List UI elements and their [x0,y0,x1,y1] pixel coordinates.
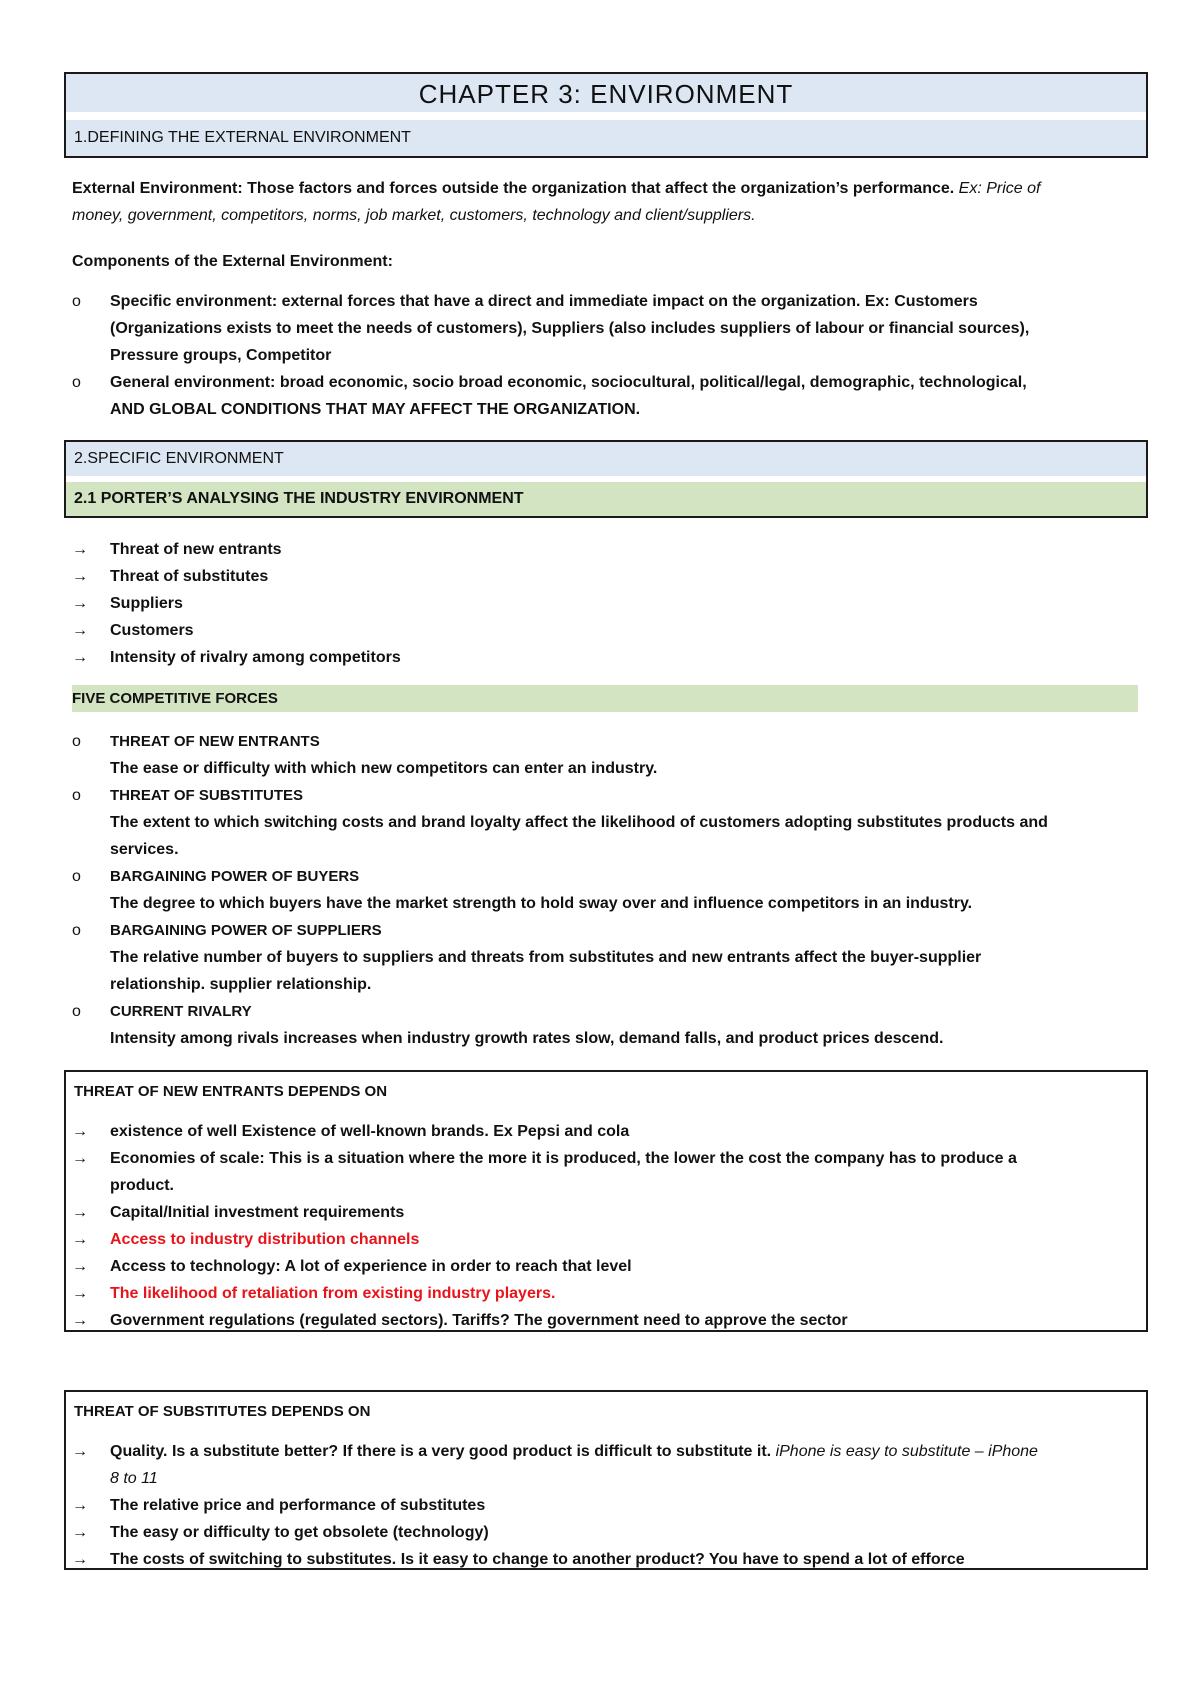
force-label: Intensity of rivalry among competitors [110,649,401,666]
components-list [72,288,1162,423]
factor-text: product. [110,1177,174,1194]
arrow-icon: → [72,1204,88,1221]
arrow-icon: → [72,1258,88,1275]
factor-text: The easy or difficulty to get obsolete (technology) [110,1524,489,1541]
header-divider [66,112,1146,120]
section2-header-box [64,440,1148,518]
factor-text: The costs of switching to substitutes. Is it easy to change to another product? You have to spend a lot of efforce [110,1551,965,1568]
bullet-marker: o [72,787,81,804]
list-item [72,1199,1142,1226]
arrow-icon: → [72,1231,88,1248]
list-item [72,1253,1142,1280]
list-item [72,1519,1142,1546]
force-title: BARGAINING POWER OF BUYERS [110,868,360,885]
arrow-icon: → [72,1443,88,1460]
factor-text: existence of well Existence of well-known brands. Ex Pepsi and cola [110,1123,630,1140]
porter-forces-list [72,536,1152,671]
arrow-icon: → [72,649,88,666]
quality-bold: Quality. Is a substitute better? If there is a very good product is difficult to substitute it. [110,1443,772,1460]
factor-text: Access to industry distribution channels [110,1231,420,1248]
list-item [72,1226,1142,1253]
component-general-2: AND GLOBAL CONDITIONS THAT MAY AFFECT THE ORGANIZATION. [110,401,641,418]
factor-text: The likelihood of retaliation from existing industry players. [110,1285,556,1302]
bullet-marker: o [72,374,81,391]
force-title: CURRENT RIVALRY [110,1003,252,1020]
force-desc: The ease or difficulty with which new competitors can enter an industry. [110,760,658,777]
force-label: Customers [110,622,194,639]
force-desc: relationship. supplier relationship. [110,976,372,993]
arrow-icon: → [72,1497,88,1514]
list-item [72,782,1162,863]
definition-example-2: money, government, competitors, norms, job market, customers, technology and client/suppliers. [72,207,756,224]
list-item [72,1145,1142,1199]
force-label: Suppliers [110,595,183,612]
section2-title: 2.SPECIFIC ENVIRONMENT [66,442,1146,476]
arrow-icon: → [72,1285,88,1302]
list-item [72,1492,1142,1519]
component-specific-italic-2: (Organizations exists to meet the needs of customers), Suppliers (also includes suppliers of labour or financial sources), [110,320,1030,337]
arrow-icon: → [72,1123,88,1140]
arrow-icon: → [72,541,88,558]
list-item [72,369,1162,423]
force-desc: The relative number of buyers to suppliers and threats from substitutes and new entrants affect the buyer-supplier [110,949,982,966]
bullet-marker: o [72,868,81,885]
external-environment-definition [72,175,1152,229]
quality-italic-1: iPhone is easy to substitute – iPhone [775,1443,1038,1460]
list-item [72,1280,1142,1307]
factor-text: Economies of scale: This is a situation where the more it is produced, the lower the cost the company has to produce a [110,1150,1017,1167]
definition-bold: External Environment: Those factors and forces outside the organization that affect the organization’s performance. [72,180,955,197]
substitutes-box [64,1390,1148,1570]
list-item [72,1546,1142,1573]
list-item [72,288,1162,369]
force-title: THREAT OF SUBSTITUTES [110,787,304,804]
list-item [72,1118,1142,1145]
force-title: BARGAINING POWER OF SUPPLIERS [110,922,382,939]
force-desc: Intensity among rivals increases when industry growth rates slow, demand falls, and product prices descend. [110,1030,944,1047]
list-item [72,590,1152,617]
arrow-icon: → [72,568,88,585]
component-general-1: General environment: broad economic, socio broad economic, sociocultural, political/legal, demographic, technological, [110,374,1027,391]
substitutes-heading: THREAT OF SUBSTITUTES DEPENDS ON [74,1403,371,1420]
force-desc: services. [110,841,179,858]
section1-title: 1.DEFINING THE EXTERNAL ENVIRONMENT [66,120,1146,156]
list-item [72,617,1152,644]
section2-subtitle: 2.1 PORTER’S ANALYSING THE INDUSTRY ENVIRONMENT [66,482,1146,516]
factor-text: Access to technology: A lot of experience in order to reach that level [110,1258,632,1275]
list-item [72,917,1162,998]
bullet-marker: o [72,1003,81,1020]
arrow-icon: → [72,1551,88,1568]
new-entrants-heading: THREAT OF NEW ENTRANTS DEPENDS ON [74,1083,388,1100]
list-item [72,536,1152,563]
five-forces-list [72,728,1162,1052]
arrow-icon: → [72,595,88,612]
list-item [72,863,1162,917]
bullet-marker: o [72,293,81,310]
chapter-title: CHAPTER 3: ENVIRONMENT [66,74,1146,112]
factor-text: Government regulations (regulated sectors). Tariffs? The government need to approve the sector [110,1312,848,1329]
new-entrants-box [64,1070,1148,1332]
factor-text: Capital/Initial investment requirements [110,1204,405,1221]
components-heading: Components of the External Environment: [72,253,393,270]
bullet-marker: o [72,922,81,939]
list-item [72,644,1152,671]
definition-example-1: Ex: Price of [958,180,1041,197]
arrow-icon: → [72,1524,88,1541]
component-specific-italic-1: Ex: Customers [864,293,978,310]
chapter-header-box [64,72,1148,158]
list-item [72,1438,1142,1492]
component-specific-italic-3: Pressure groups, Competitor [110,347,332,364]
force-title: THREAT OF NEW ENTRANTS [110,733,320,750]
component-specific-bold: Specific environment: external forces that have a direct and immediate impact on the organization. [110,293,861,310]
list-item [72,998,1162,1052]
quality-italic-2: 8 to 11 [110,1470,158,1487]
force-label: Threat of new entrants [110,541,282,558]
list-item [72,1307,1142,1334]
list-item [72,563,1152,590]
list-item [72,728,1162,782]
force-desc: The degree to which buyers have the market strength to hold sway over and influence competitors in an industry. [110,895,973,912]
bullet-marker: o [72,733,81,750]
arrow-icon: → [72,1150,88,1167]
arrow-icon: → [72,622,88,639]
force-label: Threat of substitutes [110,568,269,585]
force-desc: The extent to which switching costs and brand loyalty affect the likelihood of customers adopting substitutes products and [110,814,1048,831]
new-entrants-list [72,1118,1142,1334]
factor-text: The relative price and performance of substitutes [110,1497,486,1514]
arrow-icon: → [72,1312,88,1329]
five-forces-heading: FIVE COMPETITIVE FORCES [72,685,1138,712]
substitutes-list [72,1438,1142,1573]
